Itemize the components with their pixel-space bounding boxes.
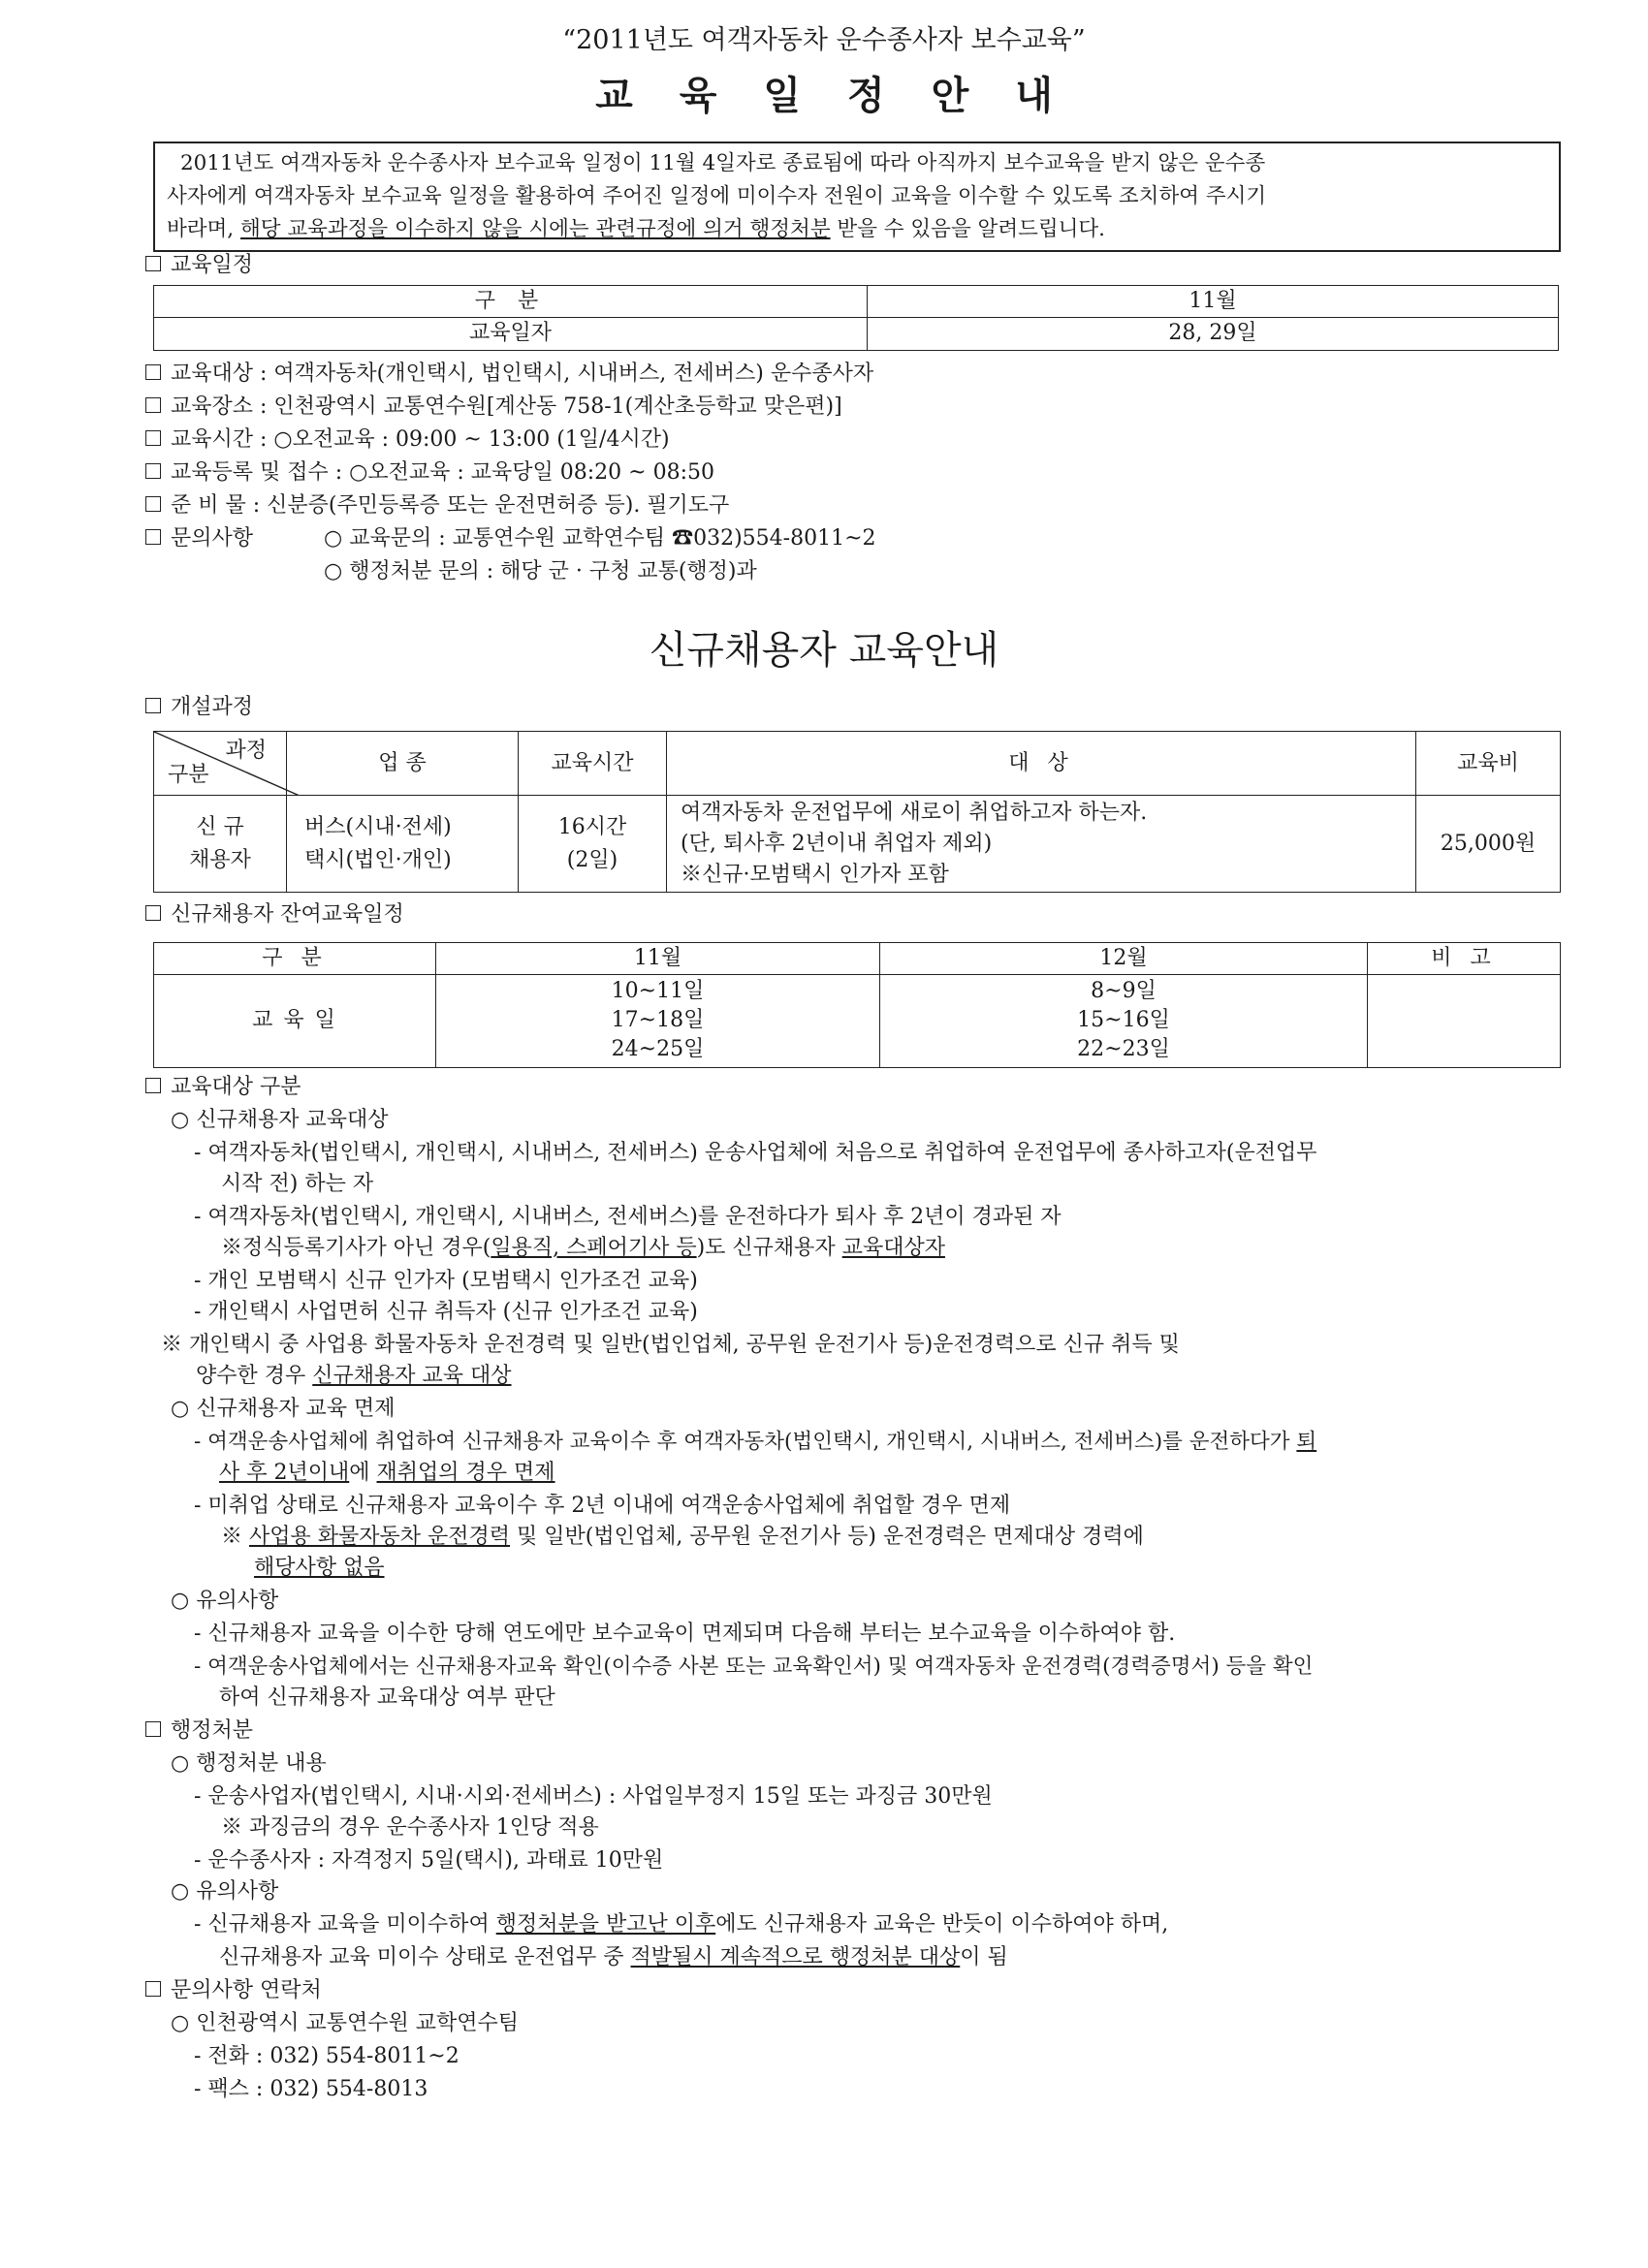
target-line-1a: - 여객자동차(법인택시, 개인택시, 시내버스, 전세버스) 운송사업체에 처음으로 취업하여 운전업무에 종사하고자(운전업무 (194, 1141, 1317, 1165)
note-line-2a: - 여객운송사업체에서는 신규채용자교육 확인(이수증 사본 또는 교육확인서) 및 여객자동차 운전경력(경력증명서) 등을 확인 (194, 1654, 1314, 1679)
table-header-cell: 교육시간 (519, 732, 667, 796)
checkbox-square-icon (145, 397, 161, 413)
checkbox-square-icon (145, 256, 161, 271)
table-header-cell: 12월 (880, 943, 1368, 975)
admin-line-1: - 운송사업자(법인택시, 시내·시외·전세버스) : 사업일부정지 15일 또는 과징금 30만원 (194, 1784, 993, 1809)
table-header-cell: 11월 (436, 943, 880, 975)
table-row (154, 943, 1561, 975)
table-header-cell: 구 분 (154, 286, 868, 318)
text-span: 및 일반(법인업체, 공무원 운전기사 등) 운전경력은 면제대상 경력에 (510, 1525, 1144, 1549)
contact-org: ○ 인천광역시 교통연수원 교학연수팀 (171, 2011, 519, 2035)
table-row (154, 286, 1559, 318)
document-subtitle: “2011년도 여객자동차 운수종사자 보수교육” (562, 25, 1086, 55)
info-place-text: 교육장소 : 인천광역시 교통연수원[계산동 758-1(계산초등학교 맞은편)] (171, 394, 842, 419)
table-cell (1368, 974, 1561, 1067)
text-span: - 신규채용자 교육을 미이수하여 (194, 1912, 496, 1937)
text-span: ※정식등록기사가 아닌 경우( (221, 1236, 491, 1260)
target-line-5: - 개인택시 사업면허 신규 취득자 (신규 인가조건 교육) (194, 1300, 698, 1324)
intro-notice-box (153, 142, 1561, 252)
table-header-cell: 업 종 (287, 732, 519, 796)
table-cell: 교육일자 (154, 317, 868, 350)
target-line-3 (221, 1233, 945, 1264)
diagonal-header-top: 과정 (225, 739, 267, 763)
diagonal-header-cell (154, 732, 287, 796)
cell-line: 10~11일 (611, 979, 705, 1004)
checkbox-square-icon (145, 1078, 161, 1093)
remaining-schedule-table (153, 942, 1561, 1068)
info-target-text: 교육대상 : 여객자동차(개인택시, 법인택시, 시내버스, 전세버스) 운수종사자 (171, 362, 874, 386)
underlined-text: 퇴 (1296, 1430, 1317, 1454)
intro-line-1 (167, 147, 1547, 180)
table-cell (880, 974, 1368, 1067)
table-row (154, 317, 1559, 350)
cell-line: 신 규 (196, 814, 244, 839)
schedule-table (153, 285, 1559, 351)
text-span: 이 됨 (960, 1945, 1008, 1969)
cell-line: 16시간 (557, 814, 627, 839)
intro-text-2: 사자에게 여객자동차 보수교육 일정을 활용하여 주어진 일정에 미이수자 전원이 교육을 이수할 수 있도록 조치하여 주시기 (167, 184, 1267, 208)
info-contact-2: ○ 행정처분 문의 : 해당 군 · 구청 교통(행정)과 (324, 559, 757, 583)
text-span: 에 (349, 1461, 377, 1485)
intro-text-1: 2011년도 여객자동차 운수종사자 보수교육 일정이 11월 4일자로 종료됨에 따라 아직까지 보수교육을 받지 않은 운수종 (180, 151, 1266, 175)
text-span: 양수한 경우 (196, 1364, 313, 1388)
text-span: ※ (221, 1525, 249, 1549)
checkbox-square-icon (145, 463, 161, 479)
table-cell (436, 974, 880, 1067)
table-cell (154, 796, 287, 893)
table-cell (667, 796, 1416, 893)
checkbox-square-icon (145, 1721, 161, 1737)
text-span: - 여객운송사업체에 취업하여 신규채용자 교육이수 후 여객자동차(법인택시, 개인택시, 시내버스, 전세버스)를 운전하다가 (194, 1430, 1297, 1454)
checkbox-square-icon (145, 905, 161, 921)
target-sub-2: ○ 신규채용자 교육 면제 (171, 1397, 396, 1421)
intro-text-3a: 바라며, (167, 217, 240, 241)
checkbox-square-icon (145, 496, 161, 512)
contact-fax: - 팩스 : 032) 554-8013 (194, 2077, 428, 2101)
contact-phone: - 전화 : 032) 554-8011~2 (194, 2044, 460, 2068)
info-contact-label: 문의사항 (171, 526, 254, 551)
table-header-cell: 구 분 (154, 943, 436, 975)
underlined-text: 사 후 2년이내 (219, 1461, 350, 1485)
admin-line-3: - 운수종사자 : 자격정지 5일(택시), 과태료 10만원 (194, 1848, 664, 1873)
newhire-title: 신규채용자 교육안내 (649, 628, 999, 673)
target-sub-3: ○ 유의사항 (171, 1589, 279, 1613)
target-line-4: - 개인 모범택시 신규 인가자 (모범택시 인가조건 교육) (194, 1269, 698, 1293)
admin-sub-2: ○ 유의사항 (171, 1879, 279, 1904)
table-header-cell: 비 고 (1368, 943, 1561, 975)
table-cell: 교 육 일 (154, 974, 436, 1067)
section-admin (145, 1716, 253, 1747)
section-admin-label: 행정처분 (171, 1718, 254, 1743)
intro-line-3 (167, 213, 1547, 246)
target-line-1b: 시작 전) 하는 자 (221, 1172, 374, 1196)
target-line-6a: ※ 개인택시 중 사업용 화물자동차 운전경력 및 일반(법인업체, 공무원 운전기사 등)운전경력으로 신규 취득 및 (161, 1333, 1180, 1357)
cell-line: 버스(시내·전세) (304, 814, 452, 839)
checkbox-square-icon (145, 1981, 161, 1997)
table-cell (519, 796, 667, 893)
section-course (145, 692, 253, 723)
info-register (145, 457, 714, 488)
exempt-line-2: - 미취업 상태로 신규채용자 교육이수 후 2년 이내에 여객운송사업체에 취업할 경우 면제 (194, 1494, 1011, 1518)
info-contact-1: ○ 교육문의 : 교통연수원 교학연수팀 ☎032)554-8011~2 (324, 526, 876, 551)
table-row (154, 796, 1561, 893)
table-cell (287, 796, 519, 893)
info-contact (145, 523, 253, 554)
checkbox-square-icon (145, 364, 161, 380)
section-course-label: 개설과정 (171, 695, 254, 719)
checkbox-square-icon (145, 430, 161, 446)
course-table (153, 731, 1561, 893)
target-line-2: - 여객자동차(법인택시, 개인택시, 시내버스, 전세버스)를 운전하다가 퇴사 후 2년이 경과된 자 (194, 1205, 1062, 1229)
section-schedule-label: 교육일정 (171, 253, 254, 277)
section-remaining-label: 신규채용자 잔여교육일정 (171, 902, 404, 927)
intro-line-2 (167, 180, 1547, 213)
underlined-text: 신규채용자 교육 대상 (312, 1364, 512, 1388)
underlined-text: 사업용 화물자동차 운전경력 (249, 1525, 511, 1549)
exempt-line-3 (221, 1522, 1144, 1553)
admin-sub-1: ○ 행정처분 내용 (171, 1751, 327, 1776)
admin-line-2: ※ 과징금의 경우 운수종사자 1인당 적용 (221, 1815, 599, 1840)
table-header-cell: 11월 (868, 286, 1559, 318)
table-row (154, 974, 1561, 1067)
admin-note-2 (219, 1942, 1008, 1973)
text-span: 신규채용자 교육 미이수 상태로 운전업무 중 (219, 1945, 631, 1969)
table-header-cell: 교육비 (1416, 732, 1561, 796)
underlined-text: 일용직, 스페어기사 등 (491, 1236, 697, 1260)
info-place (145, 392, 842, 423)
section-target (145, 1072, 301, 1103)
cell-line: 택시(법인·개인) (304, 847, 452, 872)
cell-line: ※신규·모범택시 인가자 포함 (681, 862, 949, 887)
section-target-label: 교육대상 구분 (171, 1075, 301, 1099)
info-register-text: 교육등록 및 접수 : ○오전교육 : 교육당일 08:20 ~ 08:50 (171, 460, 714, 485)
section-remaining (145, 899, 404, 930)
intro-text-3-underlined: 해당 교육과정을 이수하지 않을 시에는 관련규정에 의거 행정처분 (239, 217, 831, 241)
admin-note-1 (194, 1909, 1168, 1940)
cell-line: 여객자동차 운전업무에 새로이 취업하고자 하는자. (681, 800, 1148, 825)
text-span: 에도 신규채용자 교육은 반듯이 이수하여야 하며, (715, 1912, 1169, 1937)
checkbox-square-icon (145, 698, 161, 713)
underlined-text: 행정처분을 받고난 이후 (495, 1912, 716, 1937)
cell-line: 8~9일 (1091, 979, 1157, 1004)
table-cell: 25,000원 (1416, 796, 1561, 893)
info-time (145, 425, 670, 456)
cell-line: 15~16일 (1077, 1008, 1170, 1033)
target-sub-1: ○ 신규채용자 교육대상 (171, 1108, 389, 1132)
cell-line: 24~25일 (611, 1037, 705, 1062)
note-line-2b: 하여 신규채용자 교육대상 여부 판단 (219, 1685, 555, 1710)
section-contact-label: 문의사항 연락처 (171, 1978, 322, 2002)
cell-line: (단, 퇴사후 2년이내 취업자 제외) (681, 831, 993, 856)
cell-line: 채용자 (189, 847, 251, 872)
underlined-text: 적발될시 계속적으로 행정처분 대상 (630, 1945, 961, 1969)
target-line-6b (196, 1361, 512, 1392)
checkbox-square-icon (145, 529, 161, 545)
cell-line: 17~18일 (611, 1008, 705, 1033)
text-span: )도 신규채용자 (696, 1236, 842, 1260)
diagonal-header-bottom: 구분 (168, 763, 209, 788)
underlined-text: 재취업의 경우 면제 (376, 1461, 555, 1485)
section-contact (145, 1975, 322, 2006)
table-cell: 28, 29일 (868, 317, 1559, 350)
exempt-line-1b (219, 1458, 555, 1489)
table-row (154, 732, 1561, 796)
info-target (145, 359, 873, 390)
underlined-text: 교육대상자 (841, 1236, 945, 1260)
document-title: 교육일정안내 (595, 73, 1099, 118)
underlined-text: 해당사항 없음 (254, 1556, 385, 1580)
table-header-cell: 대 상 (667, 732, 1416, 796)
info-time-text: 교육시간 : ○오전교육 : 09:00 ~ 13:00 (1일/4시간) (171, 427, 670, 452)
exempt-line-1a (194, 1427, 1316, 1457)
info-prepare (145, 490, 729, 521)
exempt-line-4 (254, 1553, 385, 1584)
cell-line: (2일) (566, 847, 618, 872)
intro-text-3b: 받을 수 있음을 알려드립니다. (830, 217, 1105, 241)
cell-line: 22~23일 (1077, 1037, 1170, 1062)
note-line-1: - 신규채용자 교육을 이수한 당해 연도에만 보수교육이 면제되며 다음해 부터는 보수교육을 이수하여야 함. (194, 1622, 1176, 1646)
info-prepare-text: 준 비 물 : 신분증(주민등록증 또는 운전면허증 등). 필기도구 (171, 493, 730, 518)
section-schedule (145, 250, 253, 281)
